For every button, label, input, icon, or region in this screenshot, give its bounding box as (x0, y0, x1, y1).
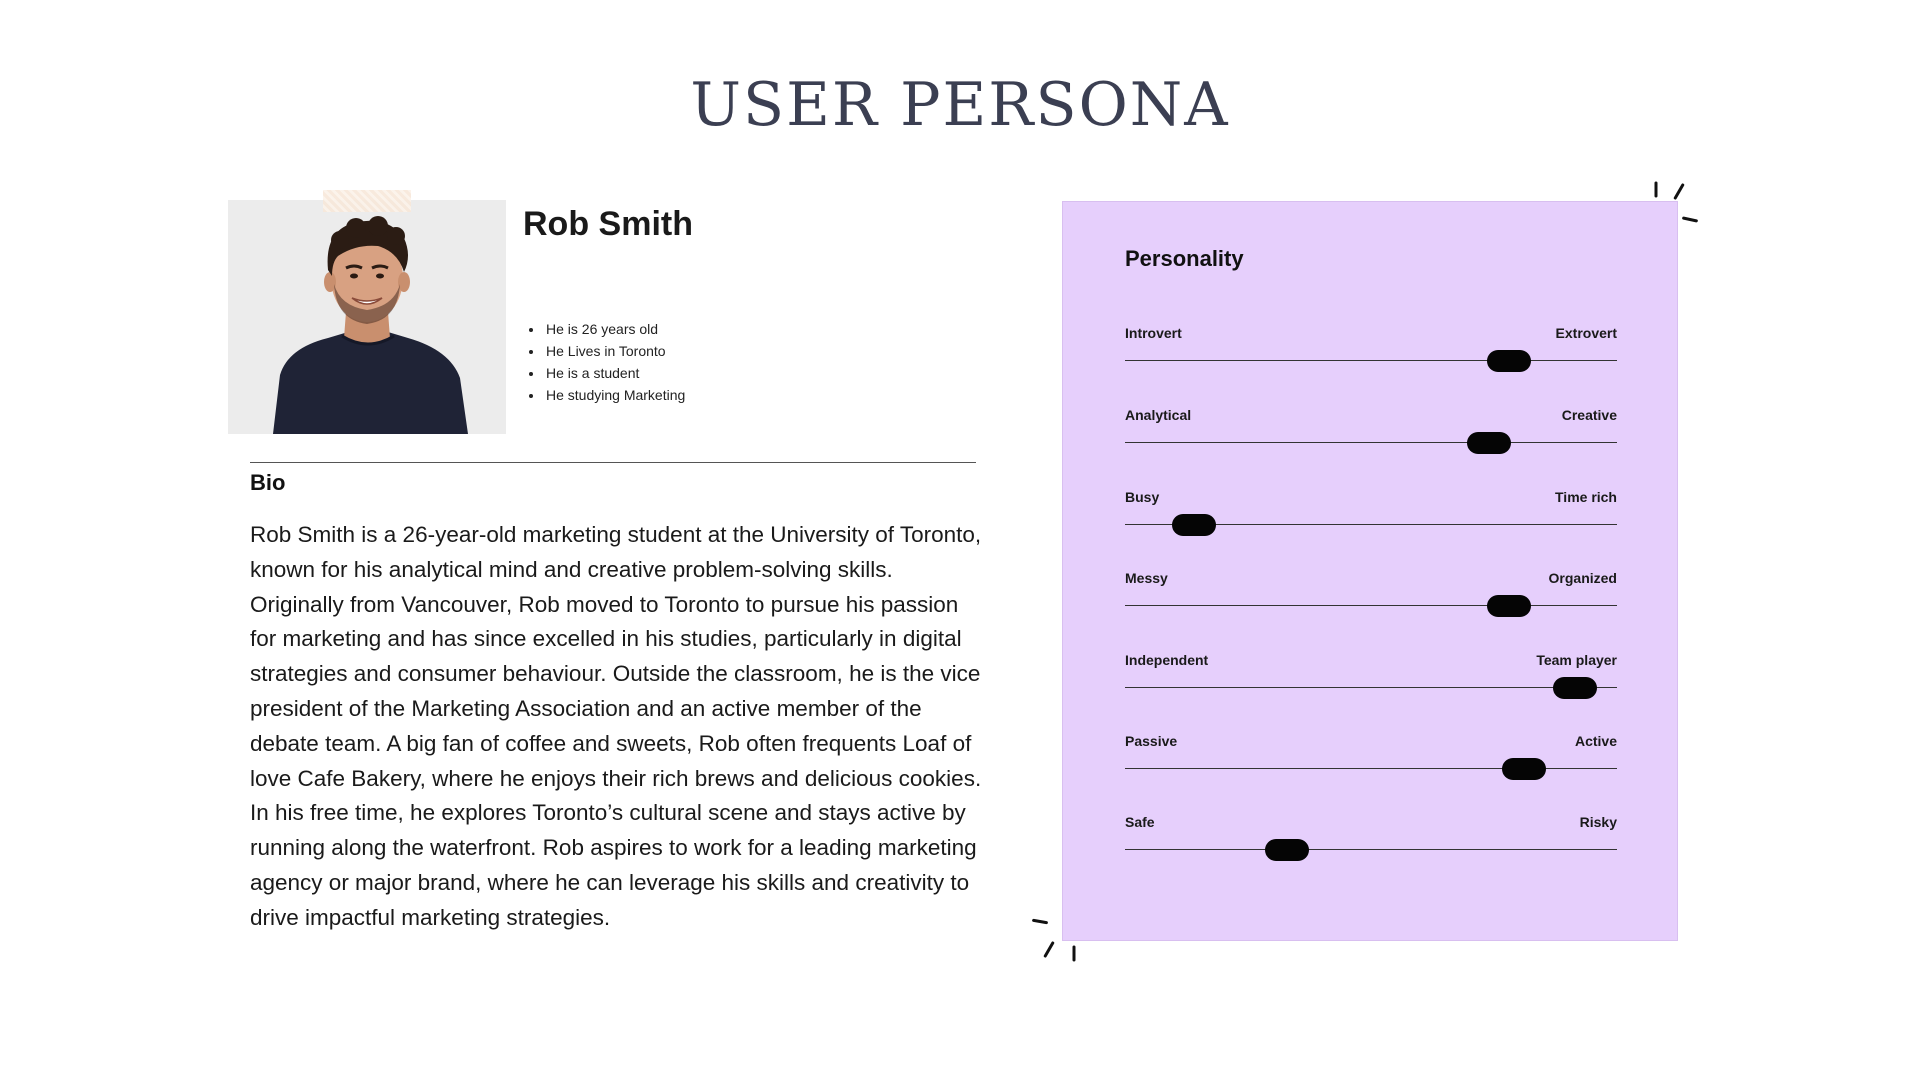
slider-thumb[interactable] (1487, 595, 1531, 617)
trait-left-label: Busy (1125, 489, 1160, 505)
trait-passive-active (1125, 733, 1617, 783)
spark-decoration (1073, 946, 1076, 962)
slider-track (1125, 849, 1617, 850)
fact-item: • He studying Marketing (544, 384, 685, 406)
slider-thumb[interactable] (1265, 839, 1309, 861)
spark-decoration (1682, 216, 1698, 222)
spark-decoration (1043, 941, 1055, 958)
slider-track (1125, 360, 1617, 361)
trait-left-label: Analytical (1125, 407, 1192, 423)
slider-track (1125, 687, 1617, 688)
persona-facts-list (528, 318, 685, 406)
bio-text: Rob Smith is a 26-year-old marketing student at the University of Toronto, known for his analytical mind and creative problem-solving skills. Originally from Vancouver, Rob moved to Toronto to pursue his passion for marketing and has since excelled in his studies, particularly in digital strategies and consumer behaviour. Outside the classroom, he is the vice president of the Marketing Association and an active member of the debate team. A big fan of coffee and sweets, Rob often frequents Loaf of love Cafe Bakery, where he enjoys their rich brews and delicious cookies. In his free time, he explores Toronto’s cultural scene and stays active by running along the waterfront. Rob aspires to work for a leading marketing agency or major brand, where he can leverage his skills and creativity to drive impactful marketing strategies. (250, 522, 982, 930)
personality-title: Personality (1125, 246, 1244, 271)
person-illustration (228, 200, 506, 434)
trait-right-label: Risky (1579, 814, 1617, 830)
profile-photo (228, 200, 506, 434)
trait-right-label: Team player (1536, 652, 1617, 668)
fact-item: • He Lives in Toronto (544, 340, 685, 362)
trait-right-label: Organized (1548, 570, 1617, 586)
slider-thumb[interactable] (1502, 758, 1546, 780)
section-divider (250, 462, 976, 463)
trait-left-label: Safe (1125, 814, 1155, 830)
spark-decoration (1673, 183, 1685, 200)
slider-thumb[interactable] (1172, 514, 1216, 536)
slider-track (1125, 605, 1617, 606)
spark-decoration (1032, 919, 1048, 925)
persona-name: Rob Smith (523, 205, 693, 243)
slider-thumb[interactable] (1553, 677, 1597, 699)
profile-photo-frame (228, 200, 506, 434)
slider-track (1125, 442, 1617, 443)
trait-right-label: Time rich (1555, 489, 1617, 505)
trait-messy-organized (1125, 570, 1617, 620)
trait-left-label: Introvert (1125, 325, 1182, 341)
trait-right-label: Active (1574, 733, 1617, 749)
slider-thumb[interactable] (1487, 350, 1531, 372)
trait-safe-risky (1125, 814, 1617, 864)
slider-thumb[interactable] (1467, 432, 1511, 454)
trait-analytical-creative (1125, 407, 1617, 457)
tape-decoration (323, 190, 411, 212)
trait-right-label: Creative (1561, 407, 1617, 423)
trait-left-label: Independent (1125, 652, 1209, 668)
trait-independent-team-player (1125, 652, 1617, 702)
page-title: USER PERSONA (690, 70, 1230, 140)
spark-decoration (1655, 182, 1658, 198)
fact-item: • He is a student (544, 362, 685, 384)
trait-busy-time-rich (1125, 489, 1617, 539)
trait-left-label: Passive (1125, 733, 1178, 749)
fact-item: • He is 26 years old (544, 318, 685, 340)
personality-card (1062, 201, 1678, 941)
trait-left-label: Messy (1125, 570, 1168, 586)
bio-heading: Bio (250, 470, 286, 495)
trait-right-label: Extrovert (1555, 325, 1617, 341)
trait-introvert-extrovert (1125, 325, 1617, 375)
